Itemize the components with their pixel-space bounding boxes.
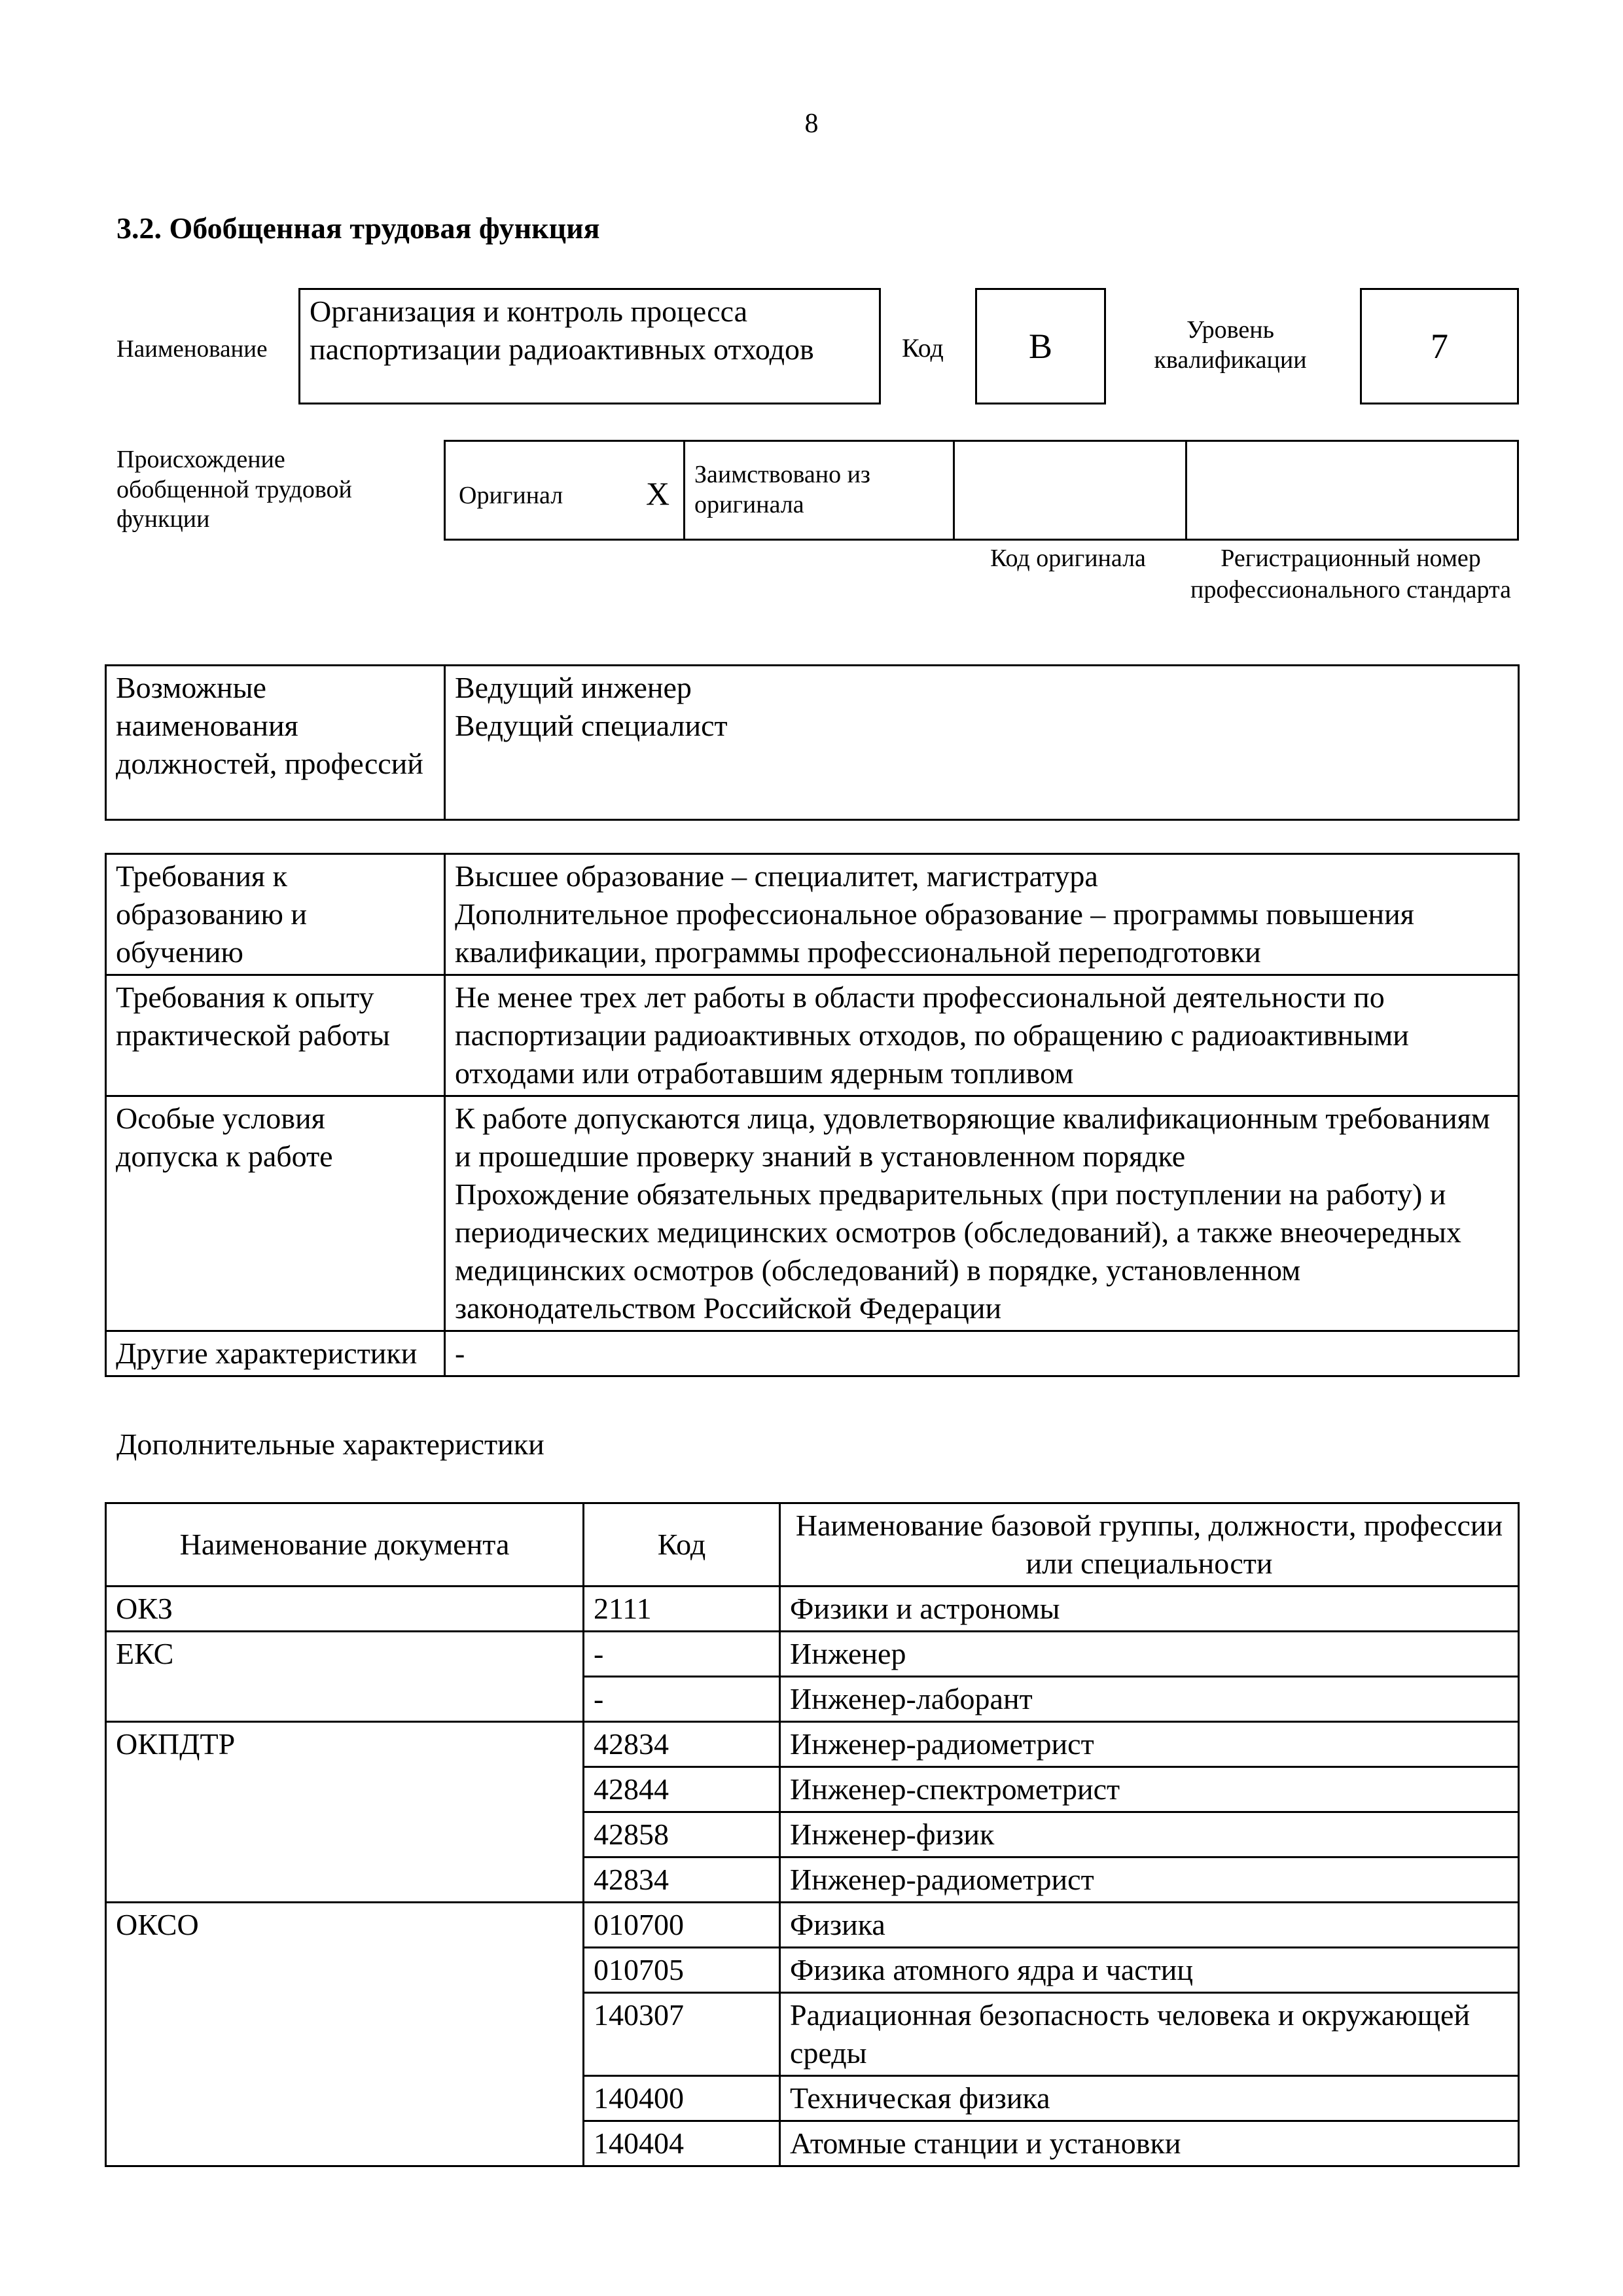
doc-cell: ОКПДТР <box>106 1722 584 1903</box>
origin-divider-2 <box>953 442 955 539</box>
requirement-value <box>445 854 1519 975</box>
name-cell: Инженер-спектрометрист <box>780 1767 1519 1812</box>
level-label-line-2: квалификации <box>1154 346 1307 374</box>
code-cell: 140404 <box>584 2121 780 2166</box>
name-label: Наименование <box>116 336 268 363</box>
positions-label: Возможные наименования должностей, профессий <box>106 666 445 820</box>
code-label: Код <box>902 333 944 363</box>
requirements-table <box>105 853 1520 1377</box>
extra-header-code: Код <box>584 1503 780 1587</box>
position-value-2: Ведущий специалист <box>455 709 728 742</box>
requirement-label: Требования к опыту практической работы <box>106 975 445 1096</box>
code-cell: - <box>584 1677 780 1722</box>
requirement-value <box>445 975 1519 1096</box>
level-label-line-1: Уровень <box>1186 316 1274 344</box>
extra-header-name: Наименование базовой группы, должности, профессии или специальности <box>780 1503 1519 1587</box>
code-value: B <box>1028 327 1053 366</box>
name-cell: Инженер-радиометрист <box>780 1857 1519 1903</box>
doc-cell: ОКЗ <box>106 1587 584 1632</box>
position-value-1: Ведущий инженер <box>455 671 692 704</box>
name-cell: Техническая физика <box>780 2076 1519 2121</box>
name-cell: Радиационная безопасность человека и окружающей среды <box>780 1993 1519 2076</box>
level-value: 7 <box>1431 327 1448 366</box>
function-name-box <box>298 288 881 404</box>
name-cell: Инженер-лаборант <box>780 1677 1519 1722</box>
code-cell: 140307 <box>584 1993 780 2076</box>
requirement-line: К работе допускаются лица, удовлетворяющие квалификационным требованиям и прошедшие проверку знаний в установленном порядке <box>455 1102 1490 1173</box>
origin-label: Происхождение обобщенной трудовой функции <box>116 446 352 533</box>
positions-row <box>106 666 1519 820</box>
extra-header-doc: Наименование документа <box>106 1503 584 1587</box>
origin-divider-3 <box>1185 442 1187 539</box>
requirement-line: - <box>455 1336 465 1370</box>
requirement-line: Высшее образование – специалитет, магистратура <box>455 859 1098 893</box>
code-cell: 2111 <box>584 1587 780 1632</box>
requirement-row-experience <box>106 975 1519 1096</box>
doc-cell: ОКСО <box>106 1903 584 2166</box>
original-label: Оригинал <box>459 482 563 509</box>
section-title: 3.2. Обобщенная трудовая функция <box>116 211 600 245</box>
requirement-value <box>445 1331 1519 1376</box>
requirement-row-other <box>106 1331 1519 1376</box>
requirement-line: Прохождение обязательных предварительных (при поступлении на работу) и периодических медицинских осмотров (обследований), а также внеочередных медицинских осмотров (обследований) в порядке, установленном законодательством Российской Федерации <box>455 1177 1461 1325</box>
requirement-line: Дополнительное профессиональное образование – программы повышения квалификации, программы профессиональной переподготовки <box>455 897 1414 969</box>
level-label <box>1139 315 1322 375</box>
requirement-row-education <box>106 854 1519 975</box>
table-row <box>106 1903 1519 1948</box>
origin-divider-1 <box>683 442 685 539</box>
code-cell: 010705 <box>584 1948 780 1993</box>
level-value-box <box>1360 288 1519 404</box>
code-cell: 42834 <box>584 1857 780 1903</box>
code-original-caption: Код оригинала <box>990 545 1146 572</box>
name-cell: Инженер <box>780 1632 1519 1677</box>
code-cell: 42844 <box>584 1767 780 1812</box>
positions-table <box>105 664 1520 821</box>
code-cell: 010700 <box>584 1903 780 1948</box>
code-value-box <box>975 288 1106 404</box>
extra-table <box>105 1502 1520 2167</box>
requirement-label: Требования к образованию и обучению <box>106 854 445 975</box>
function-name-value: Организация и контроль процесса паспортизации радиоактивных отходов <box>310 295 814 366</box>
doc-cell: ЕКС <box>106 1632 584 1722</box>
table-row <box>106 1632 1519 1677</box>
requirement-label: Особые условия допуска к работе <box>106 1096 445 1331</box>
extra-header-row <box>106 1503 1519 1587</box>
code-cell: 42858 <box>584 1812 780 1857</box>
reg-number-caption: Регистрационный номер профессионального стандарта <box>1190 545 1511 603</box>
code-cell: 140400 <box>584 2076 780 2121</box>
name-cell: Физика атомного ядра и частиц <box>780 1948 1519 1993</box>
borrowed-label: Заимствовано из оригинала <box>694 461 870 518</box>
name-cell: Инженер-радиометрист <box>780 1722 1519 1767</box>
table-row <box>106 1587 1519 1632</box>
extra-title: Дополнительные характеристики <box>116 1427 544 1461</box>
name-cell: Атомные станции и установки <box>780 2121 1519 2166</box>
requirement-label: Другие характеристики <box>106 1331 445 1376</box>
requirement-value <box>445 1096 1519 1331</box>
name-cell: Инженер-физик <box>780 1812 1519 1857</box>
name-cell: Физика <box>780 1903 1519 1948</box>
requirement-row-admission <box>106 1096 1519 1331</box>
origin-box <box>444 440 1519 541</box>
name-cell: Физики и астрономы <box>780 1587 1519 1632</box>
code-cell: 42834 <box>584 1722 780 1767</box>
requirement-line: Не менее трех лет работы в области профессиональной деятельности по паспортизации радиоактивных отходов, по обращению с радиоактивными отходами или отработавшим ядерным топливом <box>455 980 1409 1090</box>
positions-values <box>445 666 1519 820</box>
table-row <box>106 1722 1519 1767</box>
page-number: 8 <box>804 109 819 139</box>
code-cell: - <box>584 1632 780 1677</box>
original-mark: X <box>646 475 670 512</box>
